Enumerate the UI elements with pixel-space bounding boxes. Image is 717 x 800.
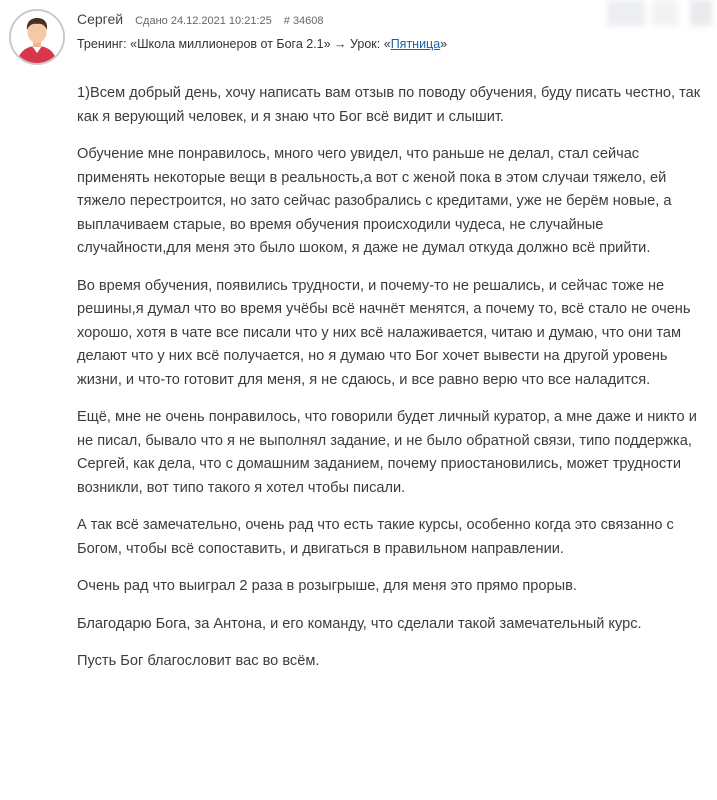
- review-paragraph: 1)Всем добрый день, хочу написать вам отзыв по поводу обучения, буду писать честно, так как я верующий человек, и я знаю что Бог всё видит и слышит.: [77, 85, 701, 125]
- user-avatar-icon: [11, 11, 63, 63]
- course-title: Тренинг: «Школа миллионеров от Бога 2.1» → Урок: «: [77, 37, 391, 51]
- blurred-action: [690, 0, 712, 26]
- review-paragraph: Обучение мне понравилось, много чего увидел, что раньше не делал, стал сейчас применять некоторые вещи в реальность,а вот с женой пока в этом случаи тяжело, ей тяжело перестроится, но зато сейчас разобрались с кредитами, уже не берём новые, а выплачиваем старые, во время обучения происходили чудеса, не случайные случайности,для меня это было шоком, я даже не думал откуда должно всё прийти.: [77, 146, 672, 256]
- review-paragraph: Ещё, мне не очень понравилось, что говорили будет личный куратор, а мне даже и никто и не писал, бывало что я не выполнял задание, и не было обратной связи, типо поддержка, Сергей, как дела, что с домашним заданием, почему приостановились, может трудности возникли, вот типо такого я хотел чтобы писали.: [77, 409, 697, 496]
- course-breadcrumb: [77, 37, 447, 51]
- review-paragraph: Пусть Бог благословит вас во всём.: [77, 653, 320, 669]
- course-title-suffix: »: [440, 37, 448, 51]
- blurred-action: [607, 0, 645, 26]
- blurred-action: [652, 0, 678, 26]
- review-body: [77, 82, 702, 688]
- submission-id: # 34608: [283, 15, 324, 27]
- author-name[interactable]: Сергей: [77, 11, 124, 27]
- lesson-link[interactable]: Пятница: [390, 37, 441, 51]
- review-paragraph: Благодарю Бога, за Антона, и его команду, что сделали такой замечательный курс.: [77, 615, 642, 632]
- review-paragraph: Во время обучения, появились трудности, и почему-то не решались, и сейчас тоже не решины,я думал что во время учёбы всё начнёт менятся, а почему то, всё стало не очень хорошо, хотя в чате все писали что у них всё налаживается, читаю и думаю, что они там делают что у них всё получается, но я думаю что Бог хочет вывести на другой уровень жизни, и что-то готовит для меня, я не сдаюсь, и все равно верю что все наладится.: [77, 277, 691, 388]
- review-paragraph: А так всё замечательно, очень рад что есть такие курсы, особенно когда это связанно с Богом, чтобы всё сопоставить, и двигаться в правильном направлении.: [77, 517, 674, 557]
- submitted-date: Сдано 24.12.2021 10:21:25: [135, 15, 272, 27]
- avatar[interactable]: [9, 9, 65, 65]
- submission-meta: [77, 11, 324, 29]
- review-paragraph: Очень рад что выиграл 2 раза в розыгрыше, для меня это прямо прорыв.: [77, 578, 577, 594]
